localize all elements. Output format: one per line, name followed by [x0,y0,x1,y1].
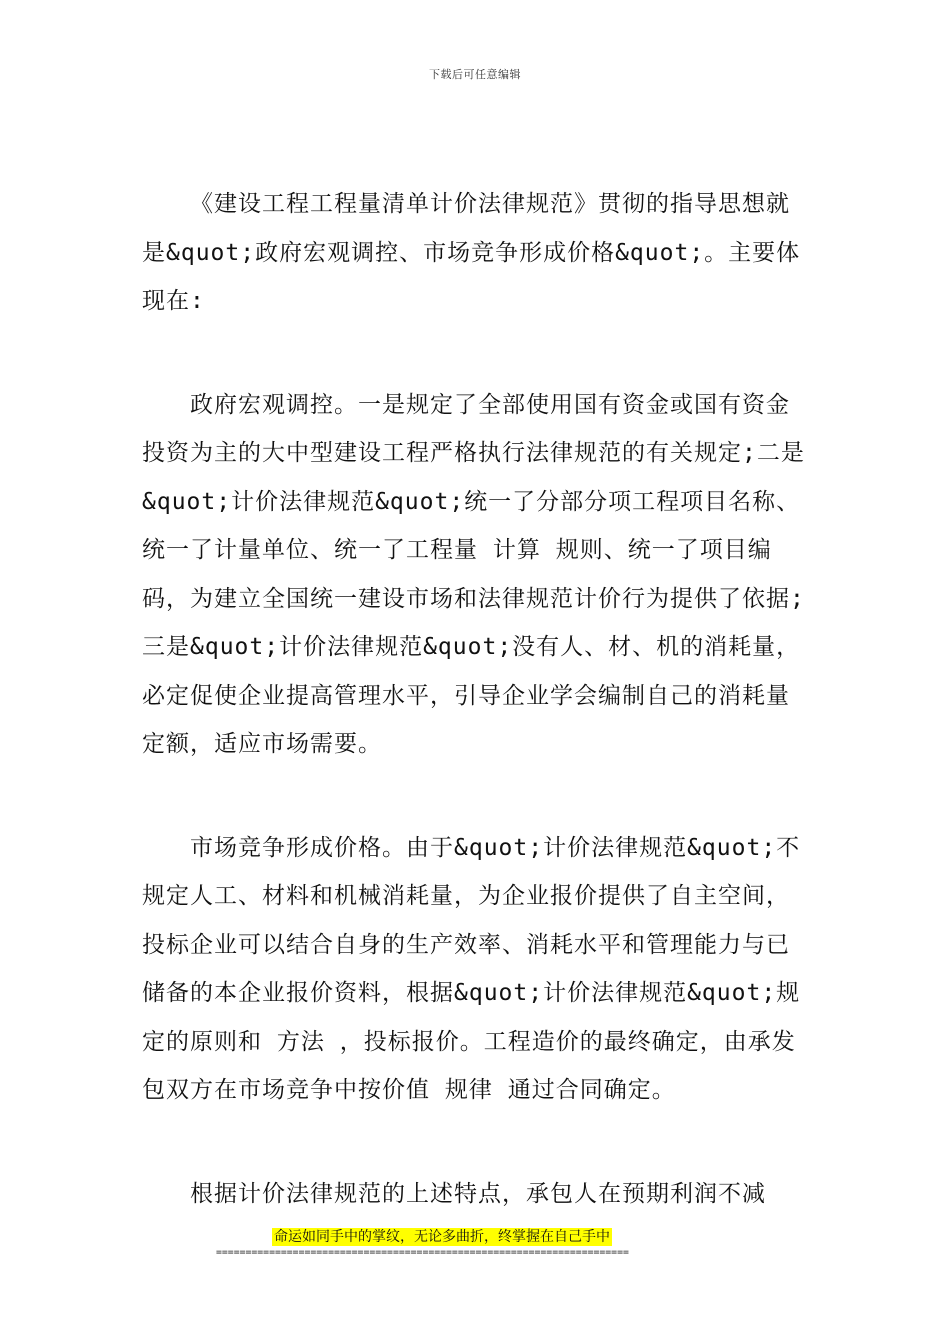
footer-motto: 命运如同手中的掌纹，无论多曲折，终掌握在自己手中 [274,1229,610,1245]
paragraph-intro: 《建设工程工程量清单计价法律规范》贯彻的指导思想就是&quot;政府宏观调控、市场竞争形成价格&quot;。主要体现在: [142,191,801,314]
paragraph-contractor: 根据计价法律规范的上述特点，承包人在预期利润不减 [190,1180,766,1207]
footer-divider: ====================================================================== [216,1247,629,1258]
paragraph-government-regulation: 政府宏观调控。一是规定了全部使用国有资金或国有资金投资为主的大中型建设工程严格执行法律规范的有关规定;二是&quot;计价法律规范&quot;统一了分部分项工程项目名称、统一了计量单位、统一了工程量 计算 规则、统一了项目编码，为建立全国统一建设市场和法律规范计价行为提供了依据; 三是&quot;计价法律规范&quot;没有人、材、机的消耗量，必定促使企业提高管理水平，引导企业学会编制自己的消耗量定额，适应市场需要。 [142,391,805,757]
page-header: 下载后可任意编辑 [429,68,521,81]
document-body [142,180,812,1273]
paragraph-market-pricing: 市场竞争形成价格。由于&quot;计价法律规范&quot;不规定人工、材料和机械消耗量，为企业报价提供了自主空间，投标企业可以结合自身的生产效率、消耗水平和管理能力与已储备的本企业报价资料，根据&quot;计价法律规范&quot;规定的原则和 方法 ，投标报价。工程造价的最终确定，由承发包双方在市场竞争中按价值 规律 通过合同确定。 [142,834,801,1103]
